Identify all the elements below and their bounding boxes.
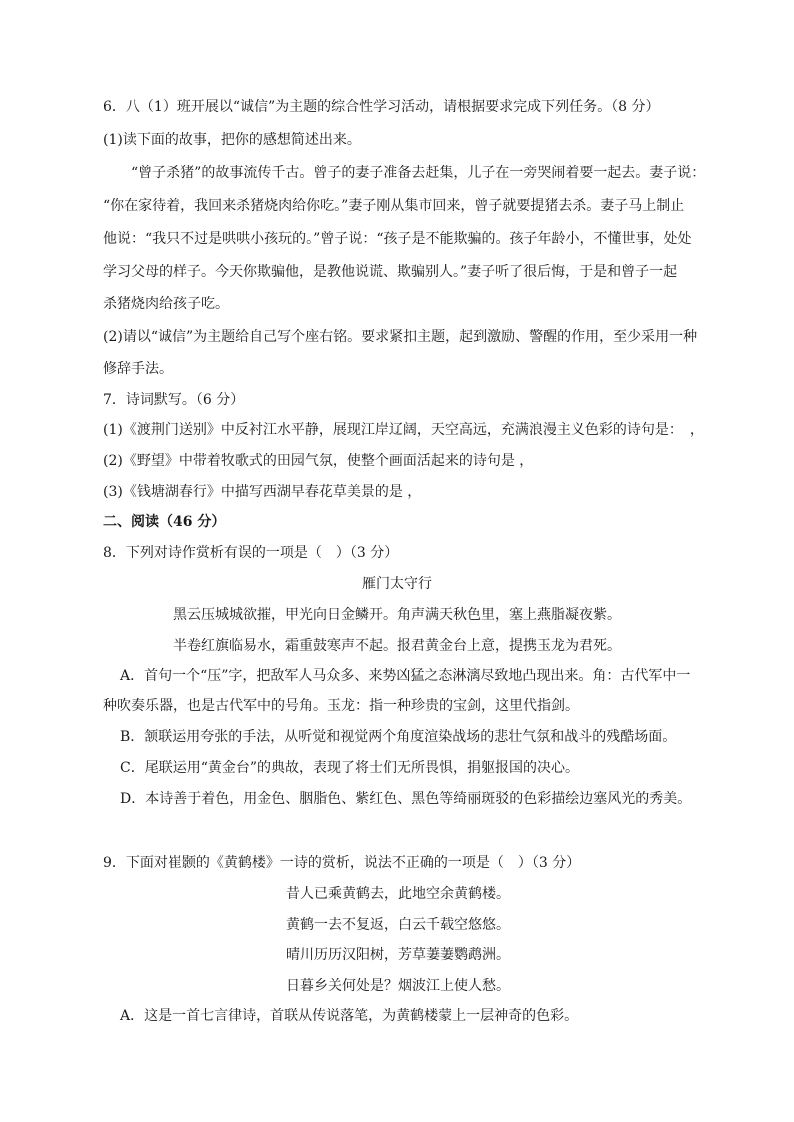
- q8-option-b: B．颔联运用夸张的手法，从听觉和视觉两个角度渲染战场的悲壮气氛和战斗的残酷场面。: [120, 729, 677, 745]
- q6-story-line: 学习父母的样子。今天你欺骗他，是教他说谎、欺骗别人。”妻子听了很后悔，于是和曾子一起: [103, 264, 678, 280]
- q6-sub2-line: 修辞手法。: [103, 361, 173, 377]
- q7-item: (2)《野望》中带着牧歌式的田园气氛，使整个画面活起来的诗句是 ，: [103, 453, 534, 469]
- q9-poem-line: 昔人已乘黄鹤去，此地空余黄鹤楼。: [286, 886, 510, 902]
- q6-story-line: “曾子杀猪”的故事流传千古。曾子的妻子准备去赶集，儿子在一旁哭闹着要一起去。妻子说：: [131, 165, 706, 181]
- q7-title: 7．诗词默写。（6 分）: [103, 392, 245, 408]
- q8-option-c: C．尾联运用“黄金台”的典故，表现了将士们无所畏惧，捐躯报国的决心。: [120, 760, 580, 776]
- q9-poem-line: 日暮乡关何处是？烟波江上使人愁。: [286, 978, 510, 994]
- q6-story-line: 杀猪烧肉给孩子吃。: [103, 296, 229, 312]
- q9-poem-line: 晴川历历汉阳树，芳草萋萋鹦鹉洲。: [286, 947, 510, 963]
- q8-option-a-cont: 种吹奏乐器，也是古代军中的号角。玉龙：指一种珍贵的宝剑，这里代指剑。: [103, 698, 579, 714]
- q6-sub2-line: (2)请以“诚信”为主题给自己写个座右铭。要求紧扣主题，起到激励、警醒的作用，至少采用一种: [103, 329, 698, 345]
- q9-option-a: A．这是一首七言律诗，首联从传说落笔，为黄鹤楼蒙上一层神奇的色彩。: [120, 1008, 579, 1024]
- q8-poem-line: 黑云压城城欲摧，甲光向日金鳞开。角声满天秋色里，塞上燕脂凝夜紫。: [173, 607, 621, 623]
- q8-poem-line: 半卷红旗临易水，霜重鼓寒声不起。报君黄金台上意，提携玉龙为君死。: [173, 638, 621, 654]
- q6-story-line: 他说：“我只不过是哄哄小孩玩的。”曾子说：“孩子是不能欺骗的。孩子年龄小，不懂世事，处处: [103, 231, 692, 247]
- q9-title: 9．下面对崔颢的《黄鹤楼》一诗的赏析，说法不正确的一项是（ ）（3 分）: [103, 855, 581, 871]
- q6-sub1: (1)读下面的故事，把你的感想简述出来。: [103, 132, 361, 148]
- q8-option-a: A．首句一个“压”字，把敌军人马众多、来势凶猛之态淋漓尽致地凸现出来。角：古代军中一: [120, 668, 691, 684]
- section-2-heading: 二、阅读（46 分）: [103, 514, 226, 530]
- q6-title: 6．八（1）班开展以“诚信”为主题的综合性学习活动，请根据要求完成下列任务。（8 分）: [103, 99, 660, 115]
- q7-item: (3)《钱塘湖春行》中描写西湖早春花草美景的是 ，: [103, 484, 422, 500]
- q7-item: (1)《渡荆门送别》中反衬江水平静，展现江岸辽阔，天空高远，充满浪漫主义色彩的诗句是： ，: [103, 422, 704, 438]
- q6-story-line: “你在家待着，我回来杀猪烧肉给你吃。”妻子刚从集市回来，曾子就要提猪去杀。妻子马上制止: [103, 198, 685, 214]
- q8-option-d: D．本诗善于着色，用金色、胭脂色、紫红色、黑色等绮丽斑驳的色彩描绘边塞风光的秀美。: [120, 791, 692, 807]
- q9-poem-line: 黄鹤一去不复返，白云千载空悠悠。: [286, 917, 510, 933]
- q8-poem-title: 雁门太守行: [362, 576, 432, 592]
- q8-title: 8．下列对诗作赏析有误的一项是（ ）（3 分）: [103, 545, 399, 561]
